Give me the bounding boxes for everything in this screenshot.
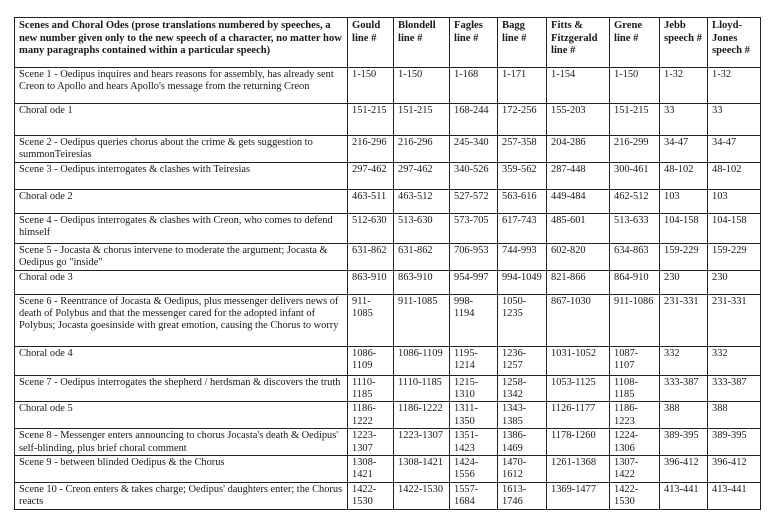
table-row [15,429,761,456]
header-grene: Grene line # [610,18,660,68]
cell-blondell: 1086-1109 [394,346,450,375]
cell-gould: 463-511 [348,189,394,213]
cell-jebb: 48-102 [660,162,708,189]
cell-gould: 297-462 [348,162,394,189]
cell-scene: Scene 6 - Reentrance of Jocasta & Oedipus, plus messenger delivers news of death of Polybus and that the messenger cared for the adopted infant of Polybus; Jocasta goesinside with great emotion, causing the Chorus to worry [15,294,348,346]
cell-fitts-fitzgerald: 1031-1052 [547,346,610,375]
cell-gould: 863-910 [348,270,394,294]
cell-scene: Scene 2 - Oedipus queries chorus about the crime & gets suggestion to summonTeiresias [15,136,348,163]
cell-scene: Scene 4 - Oedipus interrogates & clashes with Creon, who comes to defend himself [15,213,348,243]
cell-blondell: 631-862 [394,243,450,270]
cell-bagg: 563-616 [498,189,547,213]
cell-blondell: 1422-1530 [394,482,450,509]
cell-grene: 864-910 [610,270,660,294]
cell-blondell: 1308-1421 [394,456,450,483]
cell-fagles: 1311-1350 [450,402,498,429]
cell-scene: Scene 1 - Oedipus inquires and hears reasons for assembly, has already sent Creon to Apollo and hears Apollo's message from the returning Creon [15,68,348,104]
cell-blondell: 151-215 [394,104,450,136]
cell-grene: 1422-1530 [610,482,660,509]
header-scenes: Scenes and Choral Odes (prose translations numbered by speeches, a new number given only to the new speech of a character, no matter how many paragraphs contained within a particular speech) [15,18,348,68]
header-fitts-fitzgerald: Fitts & Fitzgerald line # [547,18,610,68]
cell-gould: 1086-1109 [348,346,394,375]
cell-lloyd-jones: 33 [708,104,761,136]
table-row [15,162,761,189]
cell-grene: 1-150 [610,68,660,104]
cell-bagg: 1613-1746 [498,482,547,509]
cell-jebb: 333-387 [660,375,708,402]
cell-grene: 1087-1107 [610,346,660,375]
cell-bagg: 617-743 [498,213,547,243]
table-row [15,136,761,163]
header-gould: Gould line # [348,18,394,68]
cell-grene: 462-512 [610,189,660,213]
cell-scene: Choral ode 5 [15,402,348,429]
header-jebb: Jebb speech # [660,18,708,68]
cell-lloyd-jones: 34-47 [708,136,761,163]
cell-lloyd-jones: 388 [708,402,761,429]
cell-lloyd-jones: 396-412 [708,456,761,483]
cell-blondell: 911-1085 [394,294,450,346]
cell-fagles: 1557-1684 [450,482,498,509]
cell-lloyd-jones: 103 [708,189,761,213]
cell-gould: 512-630 [348,213,394,243]
cell-fitts-fitzgerald: 1369-1477 [547,482,610,509]
cell-jebb: 413-441 [660,482,708,509]
cell-gould: 911-1085 [348,294,394,346]
cell-blondell: 1-150 [394,68,450,104]
cell-scene: Scene 5 - Jocasta & chorus intervene to moderate the argument; Jocasta & Oedipus go "inside" [15,243,348,270]
cell-gould: 1223-1307 [348,429,394,456]
cell-bagg: 994-1049 [498,270,547,294]
cell-grene: 1307-1422 [610,456,660,483]
cell-bagg: 1-171 [498,68,547,104]
cell-jebb: 396-412 [660,456,708,483]
table-row [15,402,761,429]
table-row [15,270,761,294]
cell-gould: 151-215 [348,104,394,136]
cell-scene: Scene 9 - between blinded Oedipus & the Chorus [15,456,348,483]
cell-blondell: 863-910 [394,270,450,294]
cell-scene: Scene 8 - Messenger enters announcing to chorus Jocasta's death & Oedipus' self-blinding, plus brief choral comment [15,429,348,456]
cell-lloyd-jones: 332 [708,346,761,375]
cell-fagles: 1215-1310 [450,375,498,402]
cell-scene: Scene 10 - Creon enters & takes charge; Oedipus' daughters enter; the Chorus reacts [15,482,348,509]
cell-jebb: 159-229 [660,243,708,270]
cell-fitts-fitzgerald: 1053-1125 [547,375,610,402]
cell-gould: 631-862 [348,243,394,270]
cell-jebb: 332 [660,346,708,375]
cell-scene: Scene 7 - Oedipus interrogates the shepherd / herdsman & discovers the truth [15,375,348,402]
cell-lloyd-jones: 231-331 [708,294,761,346]
cell-scene: Choral ode 3 [15,270,348,294]
cell-lloyd-jones: 1-32 [708,68,761,104]
cell-bagg: 1258-1342 [498,375,547,402]
cell-lloyd-jones: 413-441 [708,482,761,509]
cell-lloyd-jones: 48-102 [708,162,761,189]
cell-bagg: 1386-1469 [498,429,547,456]
header-fagles: Fagles line # [450,18,498,68]
cell-blondell: 463-512 [394,189,450,213]
cell-fitts-fitzgerald: 155-203 [547,104,610,136]
cell-gould: 1308-1421 [348,456,394,483]
cell-grene: 634-863 [610,243,660,270]
table-row [15,213,761,243]
cell-fitts-fitzgerald: 867-1030 [547,294,610,346]
cell-blondell: 297-462 [394,162,450,189]
cell-bagg: 1343-1385 [498,402,547,429]
cell-fagles: 573-705 [450,213,498,243]
cell-fagles: 954-997 [450,270,498,294]
cell-bagg: 1236-1257 [498,346,547,375]
cell-bagg: 744-993 [498,243,547,270]
table-row [15,482,761,509]
header-row [15,18,761,68]
cell-grene: 513-633 [610,213,660,243]
cell-fitts-fitzgerald: 1-154 [547,68,610,104]
cell-scene: Scene 3 - Oedipus interrogates & clashes with Teiresias [15,162,348,189]
table-row [15,456,761,483]
table-body [15,68,761,510]
cell-fagles: 1351-1423 [450,429,498,456]
cell-gould: 1110-1185 [348,375,394,402]
cell-fitts-fitzgerald: 1126-1177 [547,402,610,429]
cell-lloyd-jones: 333-387 [708,375,761,402]
cell-grene: 300-461 [610,162,660,189]
line-concordance-table [14,17,761,510]
cell-blondell: 1223-1307 [394,429,450,456]
cell-jebb: 103 [660,189,708,213]
cell-fagles: 998-1194 [450,294,498,346]
cell-blondell: 1186-1222 [394,402,450,429]
cell-grene: 911-1086 [610,294,660,346]
cell-gould: 216-296 [348,136,394,163]
cell-jebb: 231-331 [660,294,708,346]
cell-fagles: 1195-1214 [450,346,498,375]
cell-jebb: 389-395 [660,429,708,456]
cell-jebb: 230 [660,270,708,294]
cell-jebb: 388 [660,402,708,429]
cell-lloyd-jones: 104-158 [708,213,761,243]
cell-fitts-fitzgerald: 602-820 [547,243,610,270]
cell-fagles: 1-168 [450,68,498,104]
header-blondell: Blondell line # [394,18,450,68]
cell-lloyd-jones: 159-229 [708,243,761,270]
cell-grene: 1186-1223 [610,402,660,429]
table-row [15,104,761,136]
cell-fitts-fitzgerald: 287-448 [547,162,610,189]
cell-lloyd-jones: 389-395 [708,429,761,456]
cell-bagg: 1050-1235 [498,294,547,346]
table-row [15,68,761,104]
cell-fagles: 527-572 [450,189,498,213]
header-bagg: Bagg line # [498,18,547,68]
cell-grene: 151-215 [610,104,660,136]
cell-bagg: 257-358 [498,136,547,163]
table-row [15,346,761,375]
cell-jebb: 104-158 [660,213,708,243]
cell-jebb: 34-47 [660,136,708,163]
table-row [15,189,761,213]
cell-scene: Choral ode 4 [15,346,348,375]
table-row [15,243,761,270]
cell-fagles: 168-244 [450,104,498,136]
cell-fitts-fitzgerald: 1178-1260 [547,429,610,456]
cell-blondell: 513-630 [394,213,450,243]
cell-gould: 1186-1222 [348,402,394,429]
cell-blondell: 216-296 [394,136,450,163]
cell-bagg: 172-256 [498,104,547,136]
cell-gould: 1422-1530 [348,482,394,509]
cell-gould: 1-150 [348,68,394,104]
cell-fitts-fitzgerald: 1261-1368 [547,456,610,483]
cell-bagg: 359-562 [498,162,547,189]
cell-fitts-fitzgerald: 821-866 [547,270,610,294]
cell-scene: Choral ode 2 [15,189,348,213]
cell-fitts-fitzgerald: 449-484 [547,189,610,213]
cell-lloyd-jones: 230 [708,270,761,294]
cell-fagles: 706-953 [450,243,498,270]
cell-blondell: 1110-1185 [394,375,450,402]
cell-fagles: 245-340 [450,136,498,163]
cell-grene: 1224-1306 [610,429,660,456]
cell-jebb: 33 [660,104,708,136]
cell-fitts-fitzgerald: 204-286 [547,136,610,163]
cell-bagg: 1470-1612 [498,456,547,483]
cell-grene: 216-299 [610,136,660,163]
table-row [15,375,761,402]
cell-grene: 1108-1185 [610,375,660,402]
cell-fagles: 340-526 [450,162,498,189]
header-lloyd-jones: Lloyd-Jones speech # [708,18,761,68]
cell-scene: Choral ode 1 [15,104,348,136]
table-row [15,294,761,346]
cell-jebb: 1-32 [660,68,708,104]
cell-fitts-fitzgerald: 485-601 [547,213,610,243]
cell-fagles: 1424-1556 [450,456,498,483]
